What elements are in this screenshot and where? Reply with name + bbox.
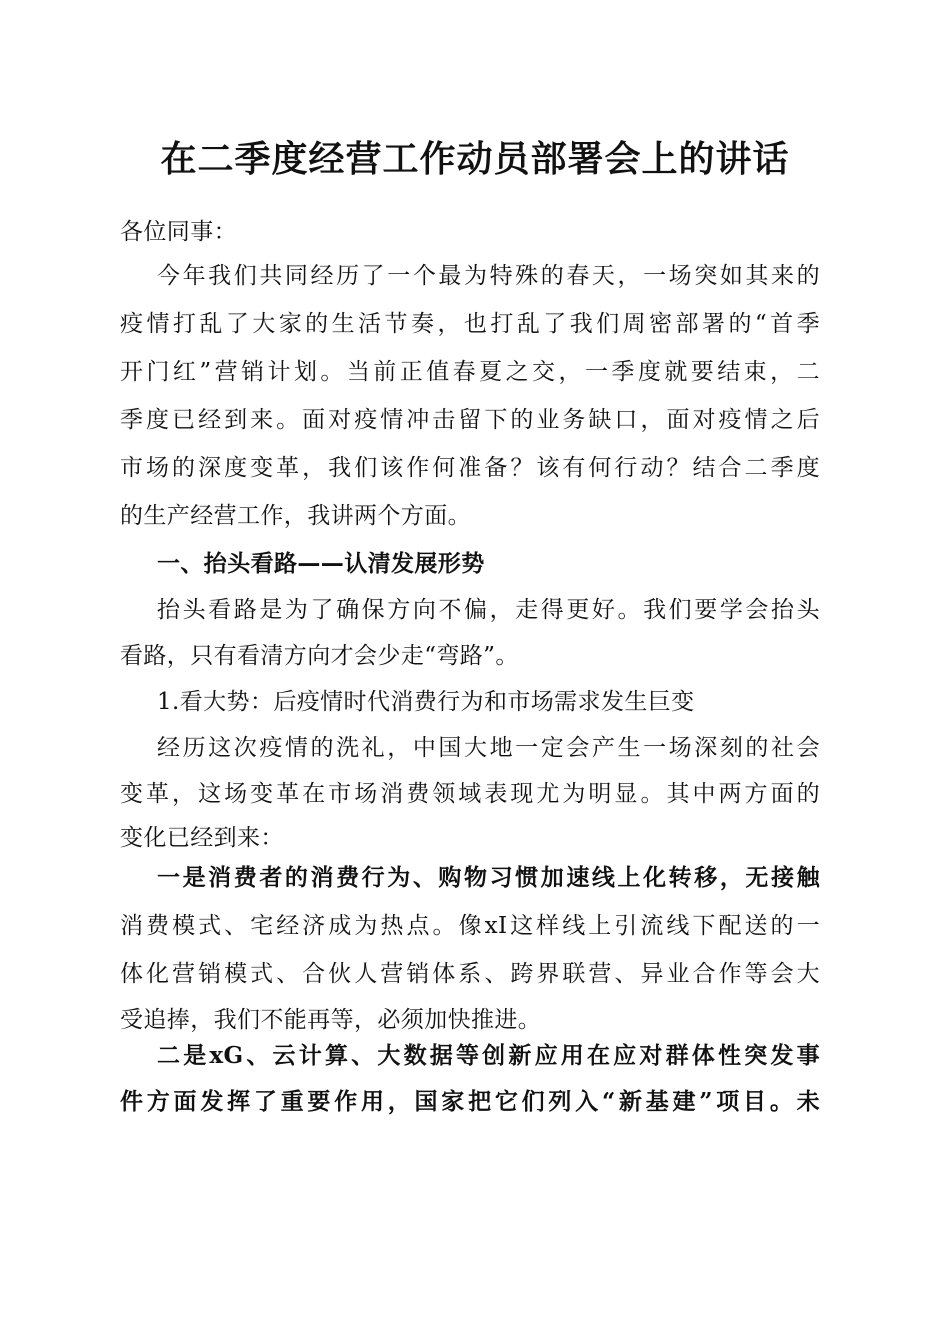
paragraph-1-line-3: 开门红”营销计划。当前正值春夏之交，一季度就要结束，二 [120, 359, 820, 385]
paragraph-1-line-6: 的生产经营工作，我讲两个方面。 [120, 503, 471, 529]
salutation: 各位同事： [120, 219, 237, 245]
paragraph-5-line-1: 二是xG、云计算、大数据等创新应用在应对群体性突发事 [157, 1042, 820, 1069]
paragraph-1-line-5: 市场的深度变革，我们该作何准备？该有何行动？结合二季度 [120, 455, 820, 481]
paragraph-1-line-1: 今年我们共同经历了一个最为特殊的春天，一场突如其来的 [157, 263, 820, 289]
paragraph-3-line-1: 经历这次疫情的洗礼，中国大地一定会产生一场深刻的社会 [157, 735, 820, 761]
subheading-1: 1.看大势：后疫情时代消费行为和市场需求发生巨变 [157, 689, 695, 715]
paragraph-4-line-2: 消费模式、宅经济成为热点。像xI这样线上引流线下配送的一 [120, 913, 820, 939]
paragraph-5-line-2: 件方面发挥了重要作用，国家把它们列入“新基建”项目。未 [120, 1088, 820, 1115]
paragraph-3-line-2: 变革，这场变革在市场消费领域表现尤为明显。其中两方面的 [120, 781, 820, 807]
section-heading-1: 一、抬头看路——认清发展形势 [157, 551, 485, 577]
paragraph-2-line-1: 抬头看路是为了确保方向不偏，走得更好。我们要学会抬头 [157, 597, 820, 623]
paragraph-4-line-3: 体化营销模式、合伙人营销体系、跨界联营、异业合作等会大 [120, 961, 820, 987]
paragraph-4-line-1: 一是消费者的消费行为、购物习惯加速线上化转移，无接触 [157, 864, 820, 891]
paragraph-1-line-2: 疫情打乱了大家的生活节奏，也打乱了我们周密部署的“首季 [120, 311, 820, 337]
paragraph-1-line-4: 季度已经到来。面对疫情冲击留下的业务缺口，面对疫情之后 [120, 407, 820, 433]
paragraph-4-line-4: 受追捧，我们不能再等，必须加快推进。 [120, 1007, 542, 1033]
paragraph-3-line-3: 变化已经到来： [120, 825, 284, 851]
page-title: 在二季度经营工作动员部署会上的讲话 [160, 138, 790, 180]
paragraph-2-line-2: 看路，只有看清方向才会少走“弯路”。 [120, 643, 519, 669]
